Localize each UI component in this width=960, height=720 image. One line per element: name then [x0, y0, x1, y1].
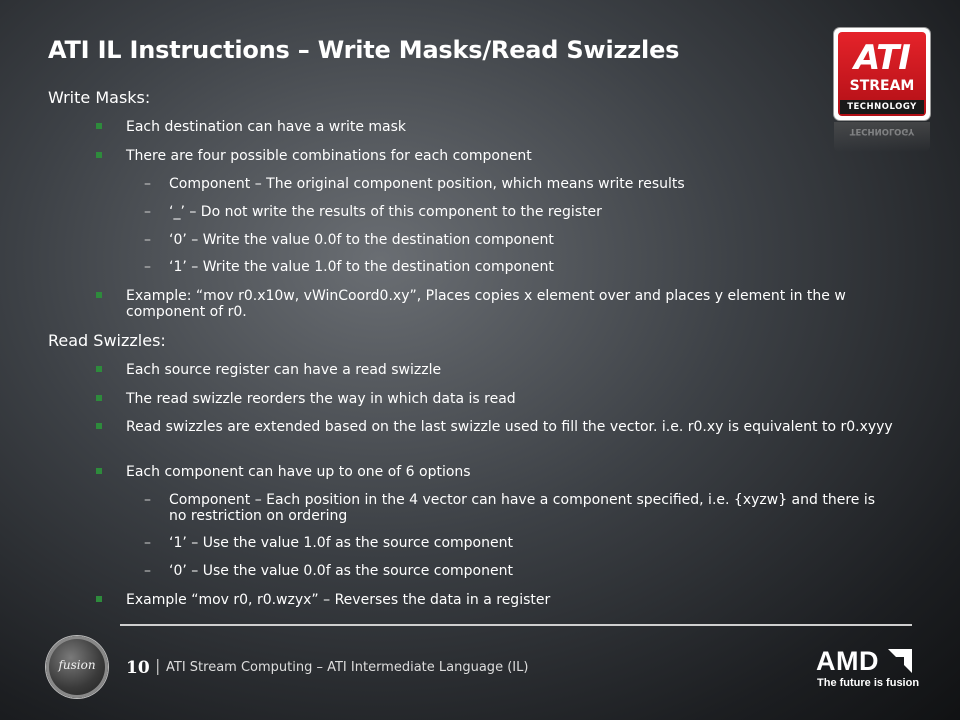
amd-logo: AMD	[816, 646, 879, 676]
list-item: Example “mov r0, r0.wzyx” – Reverses the data in a register	[126, 592, 896, 608]
list-item: Read swizzles are extended based on the last swizzle used to fill the vector. i.e. r0.xy is equivalent to r0.xyyy	[126, 419, 896, 435]
list-item: Each component can have up to one of 6 options	[126, 464, 896, 480]
logo-subtitle: TECHNOLOGY	[840, 100, 924, 114]
ati-stream-logo	[834, 28, 930, 120]
read-swizzles-heading: Read Swizzles:	[48, 331, 166, 350]
footer-divider	[120, 624, 912, 626]
dash-icon: –	[144, 176, 151, 192]
sub-list-item: – ‘1’ – Use the value 1.0f as the source component	[144, 535, 513, 551]
sub-list-item: – ‘0’ – Use the value 0.0f as the source component	[144, 563, 513, 579]
bullet-icon	[96, 596, 102, 602]
bullet-icon	[96, 423, 102, 429]
fusion-logo	[46, 636, 108, 698]
list-item: There are four possible combinations for each component	[126, 148, 896, 164]
list-item: Example: “mov r0.x10w, vWinCoord0.xy”, Places copies x element over and places y element in the w component of r0.	[126, 288, 896, 320]
bullet-icon	[96, 292, 102, 298]
page-number: 10	[126, 658, 150, 678]
list-item: Each source register can have a read swizzle	[126, 362, 896, 378]
dash-icon: –	[144, 204, 151, 220]
bullet-icon	[96, 123, 102, 129]
sub-list-item: – Component – Each position in the 4 vector can have a component specified, i.e. {xyzw} and there is no restriction on ordering	[144, 492, 876, 524]
logo-brand: ATI	[854, 38, 910, 78]
write-masks-heading: Write Masks:	[48, 88, 151, 107]
bullet-icon	[96, 468, 102, 474]
dash-icon: –	[144, 563, 151, 579]
footer-text: ATI Stream Computing – ATI Intermediate Language (IL)	[166, 660, 529, 675]
logo-product: STREAM	[849, 78, 915, 94]
sub-list-item: – ‘1’ – Write the value 1.0f to the destination component	[144, 259, 554, 275]
sub-list-item: – Component – The original component position, which means write results	[144, 176, 685, 192]
sub-list-item: – ‘0’ – Write the value 0.0f to the destination component	[144, 232, 554, 248]
bullet-icon	[96, 395, 102, 401]
amd-arrow-icon	[888, 649, 912, 673]
bullet-icon	[96, 366, 102, 372]
amd-tagline: The future is fusion	[817, 677, 920, 689]
logo-reflection-text: TECHNOLOGY	[849, 126, 915, 136]
list-item: The read swizzle reorders the way in which data is read	[126, 391, 896, 407]
dash-icon: –	[144, 259, 151, 275]
dash-icon: –	[144, 492, 151, 508]
dash-icon: –	[144, 535, 151, 551]
bullet-icon	[96, 152, 102, 158]
list-item: Each destination can have a write mask	[126, 119, 896, 135]
slide-title: ATI IL Instructions – Write Masks/Read Swizzles	[48, 36, 680, 64]
footer-separator: |	[155, 656, 161, 675]
sub-list-item: – ‘_’ – Do not write the results of this component to the register	[144, 204, 602, 220]
dash-icon: –	[144, 232, 151, 248]
fusion-logo-text: fusion	[58, 658, 96, 672]
